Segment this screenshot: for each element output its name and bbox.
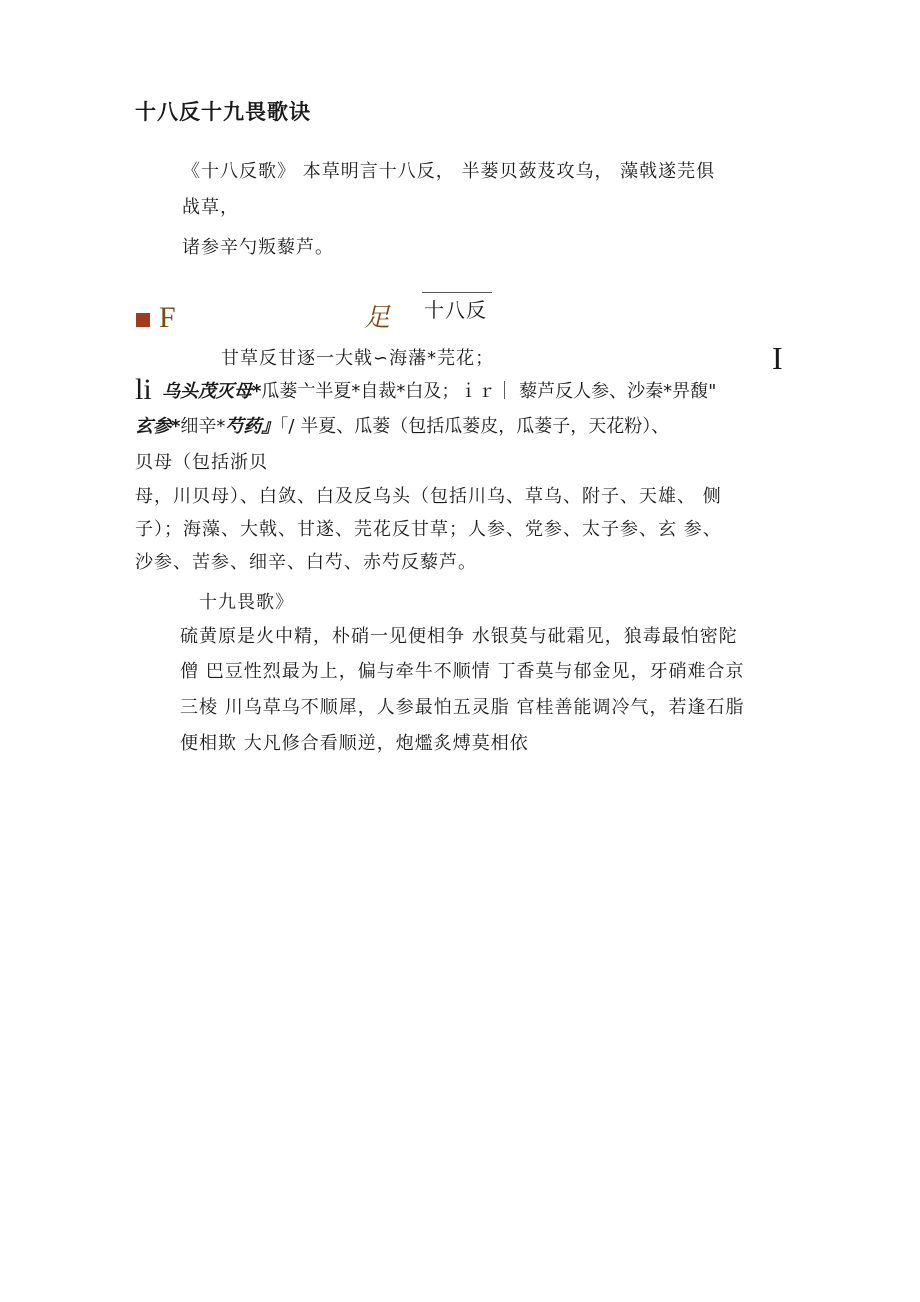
- letter-f: F: [159, 301, 176, 334]
- explain-line-3-bold-2: 芍药』: [225, 416, 280, 437]
- song19-heading: 十九畏歌》: [199, 592, 294, 613]
- eighteen-heading: 十八反: [424, 298, 487, 322]
- explain-line-2-rest: 瓜蒌亠半夏*自裁*白及；ｉｒ｜ 藜芦反人参、沙秦*畀馥": [261, 381, 717, 402]
- explain-line-2: [162, 380, 716, 404]
- explain-line-6: 子）；海藻、大戟、甘遂、芫花反甘草；人参、党参、太子参、玄 参、: [135, 519, 722, 540]
- heading-overline: [422, 292, 492, 293]
- song19-line-1: 硫黄原是火中精，朴硝一见便相争 水银莫与砒霜见，狼毒最怕密陀: [180, 626, 738, 647]
- explain-line-3-rest: 「/ 半夏、瓜蒌（包括瓜蒌皮，瓜蒌子，天花粉）、: [279, 416, 670, 437]
- song18-line-3: 诸参辛勺叛藜芦。: [182, 237, 334, 258]
- song18-line-2: 战草，: [182, 197, 239, 218]
- explain-line-3-bold-1: 玄参*: [135, 416, 181, 437]
- explain-line-3: [135, 415, 669, 439]
- song19-line-2: 僧 巴豆性烈最为上，偏与牵牛不顺情 丁香莫与郁金见，牙硝难合京: [180, 661, 745, 682]
- song19-line-3: 三棱 川乌草乌不顺犀，人参最怕五灵脂 官桂善能调冷气，若逢石脂: [180, 697, 745, 718]
- page-title: 十八反十九畏歌诀: [135, 100, 311, 124]
- explain-line-2-bold: 乌头茂灭母*: [162, 381, 262, 402]
- letter-i: I: [772, 340, 783, 376]
- song18-line-1: 《十八反歌》 本草明言十八反， 半蒌贝蔹芨攻乌， 藻戟遂芫俱: [182, 161, 716, 182]
- song19-line-4: 便相欺 大凡修合看顺逆，炮爁炙煿莫相依: [180, 733, 529, 754]
- explain-line-4: 贝母（包括浙贝: [135, 452, 268, 473]
- explain-line-3-mid: 细辛*: [180, 416, 226, 437]
- explain-line-1: 甘草反甘逐一大戟∽海藩*芫花；: [221, 348, 495, 369]
- li-mark: li: [135, 373, 152, 406]
- explain-line-7: 沙参、苦参、细辛、白芍、赤芍反藜芦。: [135, 552, 477, 573]
- zu-character: 足: [364, 303, 391, 332]
- square-bullet-icon: [136, 313, 150, 327]
- explain-line-5: 母，川贝母）、白敛、白及反乌头（包括川乌、草乌、附子、天雄、 侧: [135, 486, 722, 507]
